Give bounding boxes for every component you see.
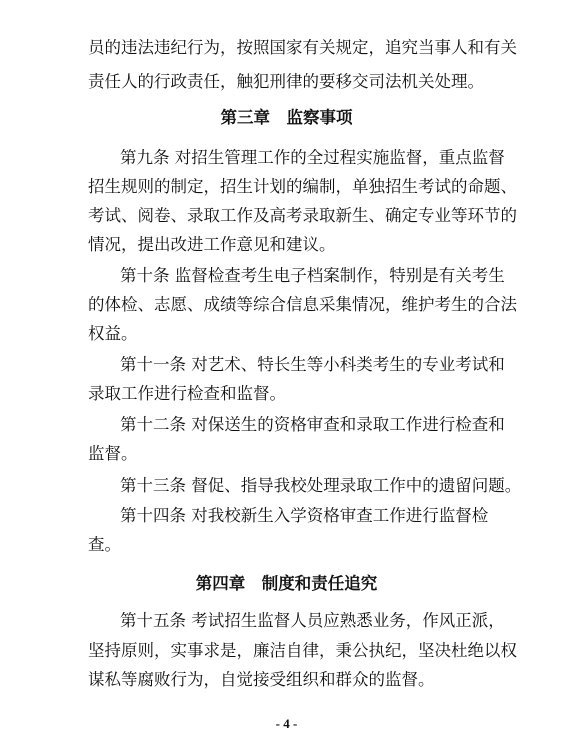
article-10-line-3: 权益。 (88, 324, 138, 343)
chapter-3-title: 第三章 监察事项 (220, 108, 353, 127)
article-12-line-2: 监督。 (88, 444, 138, 463)
article-14-line-2: 查。 (88, 535, 121, 554)
article-15-line-2: 坚持原则，实事求是，廉洁自律，秉公执纪，坚决杜绝以权 (88, 641, 517, 660)
article-9-line-4: 情况，提出改进工作意见和建议。 (88, 235, 336, 254)
article-14-line-1: 第十四条 对我校新生入学资格审查工作进行监督检 (120, 506, 489, 525)
article-12-line-1: 第十二条 对保送生的资格审查和录取工作进行检查和 (120, 415, 505, 434)
article-11-line-2: 录取工作进行检查和监督。 (88, 384, 286, 403)
article-10-line-2: 的体检、志愿、成绩等综合信息采集情况，维护考生的合法 (88, 295, 517, 314)
chapter-4-title: 第四章 制度和责任追究 (195, 574, 378, 593)
article-15-line-3: 谋私等腐败行为，自觉接受组织和群众的监督。 (88, 670, 435, 689)
intro-line-1: 员的违法违纪行为，按照国家有关规定，追究当事人和有关 (88, 38, 517, 57)
article-11-line-1: 第十一条 对艺术、特长生等小科类考生的专业考试和 (120, 355, 505, 374)
intro-line-2: 责任人的行政责任，触犯刑律的要移交司法机关处理。 (88, 72, 484, 91)
page-number: - 4 - (275, 716, 298, 731)
article-15-line-1: 第十五条 考试招生监督人员应熟悉业务，作风正派， (120, 611, 505, 630)
article-9-line-3: 考试、阅卷、录取工作及高考录取新生、确定专业等环节的 (88, 206, 517, 225)
article-9-line-1: 第九条 对招生管理工作的全过程实施监督，重点监督 (120, 148, 505, 167)
article-13-line-1: 第十三条 督促、指导我校处理录取工作中的遗留问题。 (120, 476, 522, 495)
article-10-line-1: 第十条 监督检查考生电子档案制作，特别是有关考生 (120, 266, 505, 285)
article-9-line-2: 招生规则的制定，招生计划的编制，单独招生考试的命题、 (88, 177, 517, 196)
